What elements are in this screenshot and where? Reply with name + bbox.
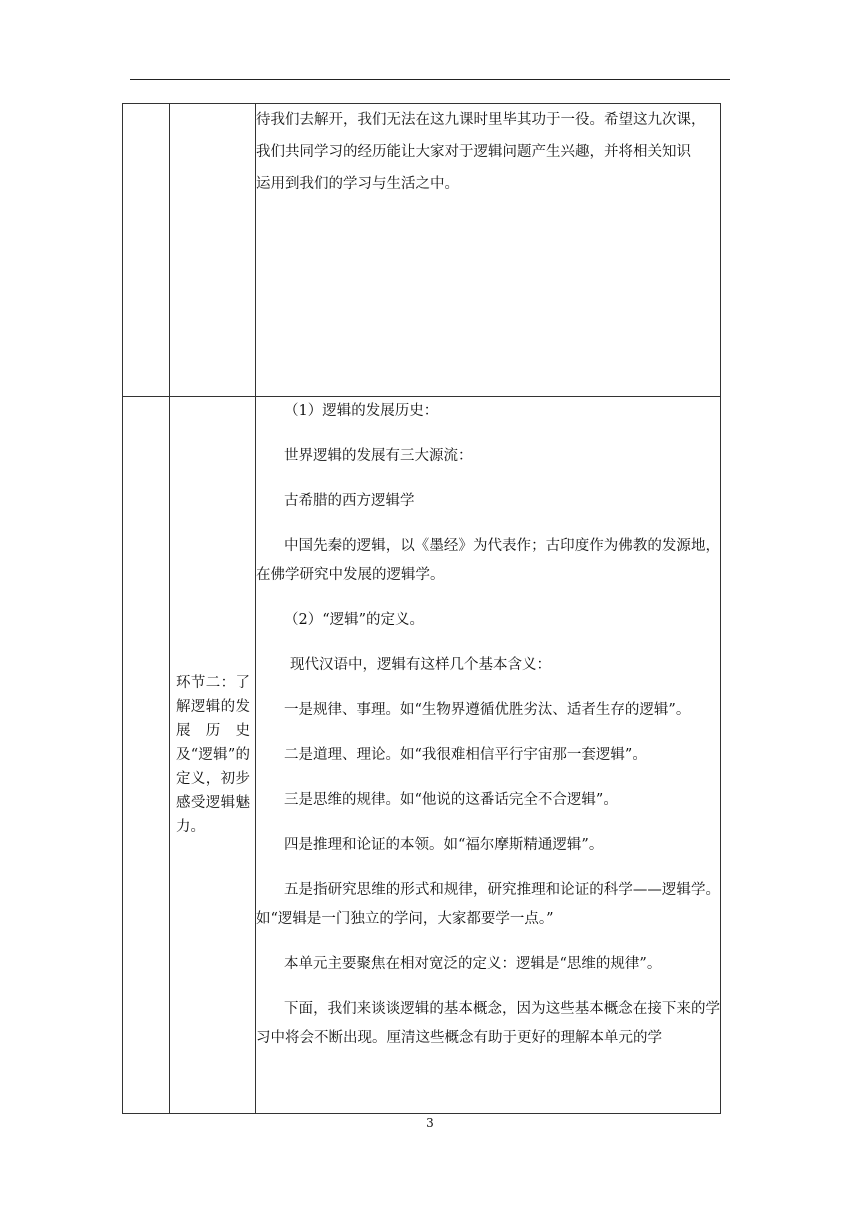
definition-item: 四是推理和论证的本领。如“福尔摩斯精通逻辑”。 bbox=[284, 837, 604, 853]
stage-cell bbox=[170, 397, 256, 1114]
paragraph: 世界逻辑的发展有三大源流： bbox=[284, 448, 473, 464]
definition-item: 三是思维的规律。如“他说的这番话完全不合逻辑”。 bbox=[284, 792, 618, 808]
continued-line: 运用到我们的学习与生活之中。 bbox=[256, 176, 459, 192]
lesson-plan-table bbox=[122, 103, 721, 1114]
section-heading: （1）逻辑的发展历史： bbox=[284, 403, 439, 419]
header-rule bbox=[130, 79, 730, 80]
definition-item: 五是指研究思维的形式和规律，研究推理和论证的科学——逻辑学。如“逻辑是一门独立的学问，大家都要学一点。” bbox=[256, 882, 720, 927]
paragraph: 古希腊的西方逻辑学 bbox=[284, 493, 415, 509]
content-cell bbox=[256, 397, 721, 1114]
definition-item: 二是道理、理论。如“我很难相信平行宇宙那一套逻辑”。 bbox=[284, 747, 647, 763]
section-heading: （2）“逻辑”的定义。 bbox=[284, 612, 425, 628]
table-row bbox=[123, 397, 721, 1114]
stage-label: 环节二：了解逻辑的发展历史及“逻辑”的定义，初步感受逻辑魅力。 bbox=[176, 675, 250, 835]
table-row bbox=[123, 104, 721, 397]
definition-item: 一是规律、事理。如“生物界遵循优胜劣汰、适者生存的逻辑”。 bbox=[284, 702, 691, 718]
continued-line: 待我们去解开，我们无法在这九课时里毕其功于一役。希望这九次课， bbox=[256, 112, 706, 128]
paragraph: 现代汉语中，逻辑有这样几个基本含义： bbox=[290, 657, 551, 673]
table-cell-empty bbox=[123, 397, 170, 1114]
table-cell-empty bbox=[123, 104, 170, 397]
paragraph: 中国先秦的逻辑，以《墨经》为代表作；古印度作为佛教的发源地，在佛学研究中发展的逻辑学。 bbox=[256, 538, 720, 583]
page-number: 3 bbox=[426, 1116, 434, 1130]
content-cell bbox=[256, 104, 721, 397]
table-cell-empty bbox=[170, 104, 256, 397]
paragraph: 本单元主要聚焦在相对宽泛的定义：逻辑是“思维的规律”。 bbox=[284, 956, 662, 972]
paragraph: 下面，我们来谈谈逻辑的基本概念，因为这些基本概念在接下来的学习中将会不断出现。厘清这些概念有助于更好的理解本单元的学 bbox=[256, 1001, 720, 1046]
continued-line: 我们共同学习的经历能让大家对于逻辑问题产生兴趣，并将相关知识 bbox=[256, 144, 691, 160]
